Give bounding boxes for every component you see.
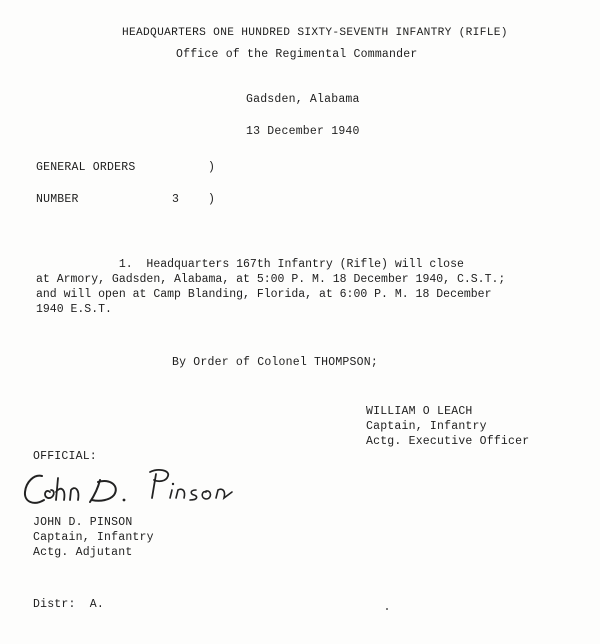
- document-header-subtitle: Office of the Regimental Commander: [176, 48, 418, 61]
- order-number-label: NUMBER: [36, 193, 79, 206]
- order-number-paren: ): [208, 193, 216, 206]
- general-orders-paren: ): [208, 161, 216, 174]
- document-header-title: HEADQUARTERS ONE HUNDRED SIXTY-SEVENTH INFANTRY (RIFLE): [122, 27, 508, 39]
- executive-officer-title: Actg. Executive Officer: [366, 435, 530, 448]
- by-order-line: By Order of Colonel THOMPSON;: [172, 356, 378, 369]
- place-line: Gadsden, Alabama: [246, 93, 360, 106]
- adjutant-rank: Captain, Infantry: [33, 531, 154, 544]
- handwritten-signature: [20, 462, 240, 512]
- executive-officer-rank: Captain, Infantry: [366, 420, 487, 433]
- executive-officer-name: WILLIAM O LEACH: [366, 405, 473, 418]
- order-number-value: 3: [172, 193, 180, 206]
- distribution-line: Distr: A.: [33, 598, 105, 611]
- general-orders-label: GENERAL ORDERS: [36, 161, 136, 174]
- official-label: OFFICIAL:: [33, 450, 97, 463]
- order-paragraph: 1. Headquarters 167th Infantry (Rifle) will close at Armory, Gadsden, Alabama, at 5:00 P. M. 18 December 1940, C.S.T.; and will open at Camp Blanding, Florida, at 6:00 P. M. 18 December 1940 E.S.T.: [36, 258, 506, 316]
- adjutant-title: Actg. Adjutant: [33, 546, 133, 559]
- adjutant-name: JOHN D. PINSON: [33, 516, 133, 529]
- date-line: 13 December 1940: [246, 125, 360, 138]
- scan-speck: [386, 608, 388, 610]
